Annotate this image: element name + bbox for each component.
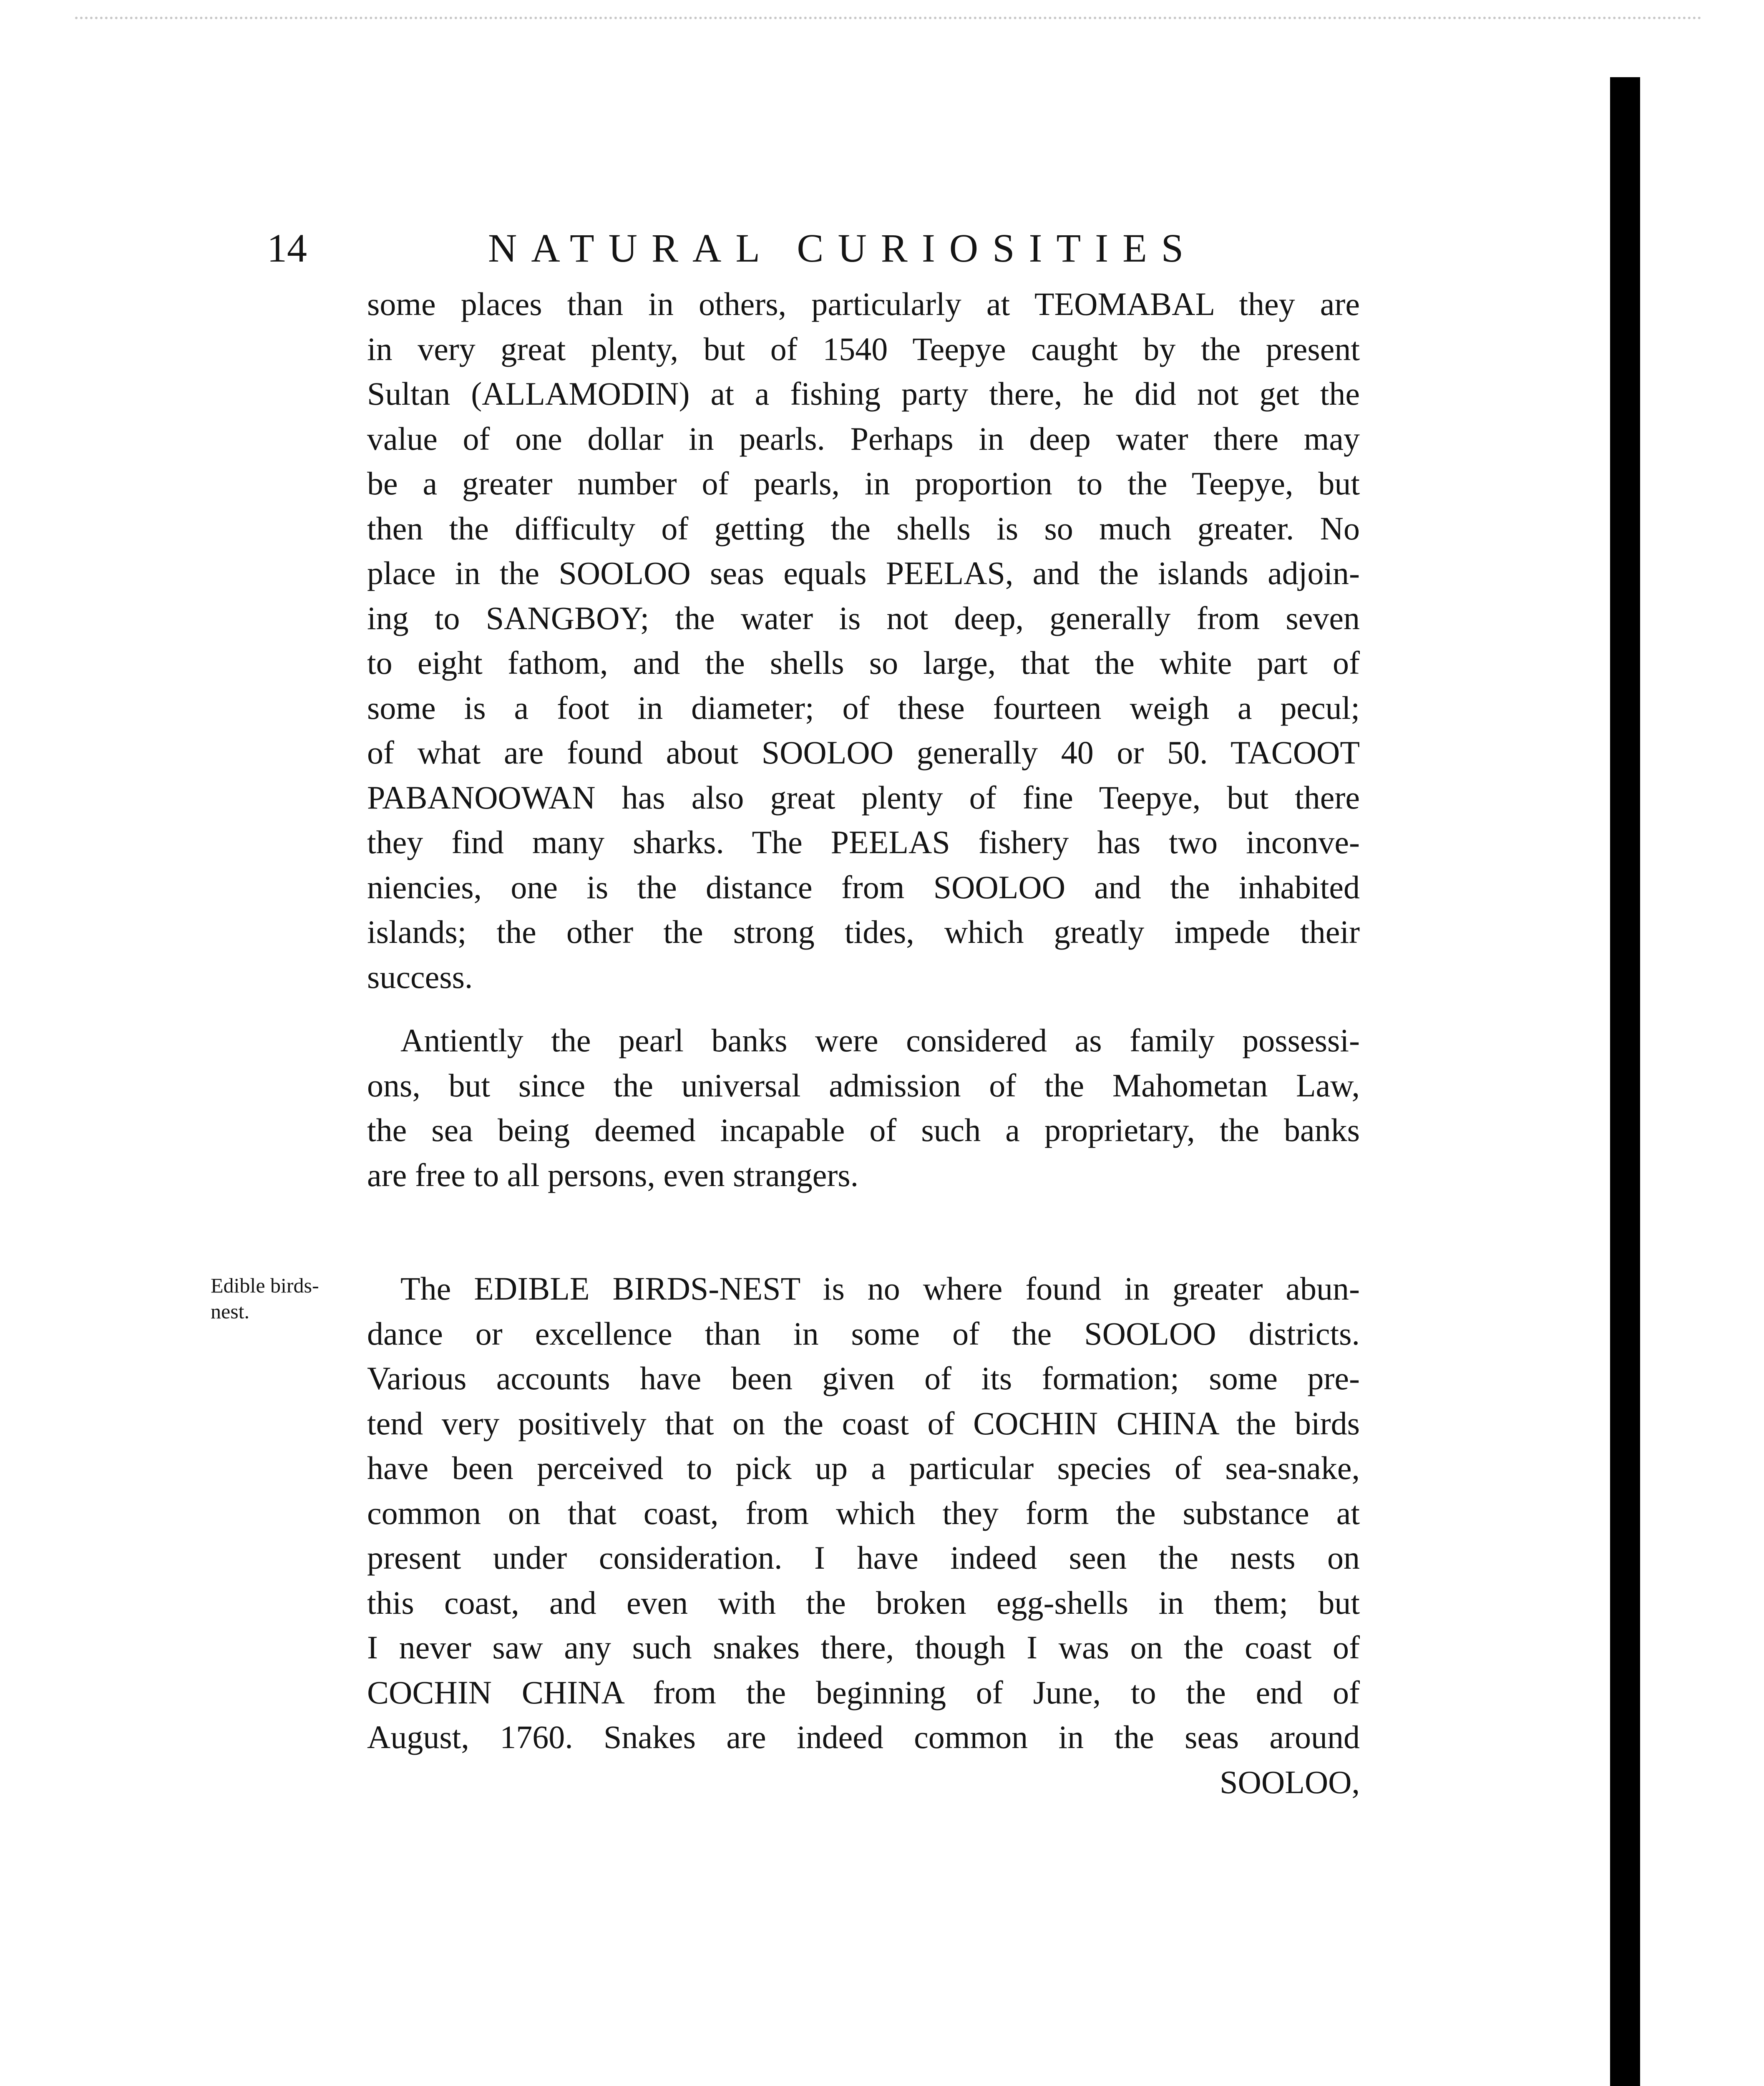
text-line: August, 1760. Snakes are indeed common in the seas around — [367, 1719, 1360, 1755]
text-line: dance or excellence than in some of the SOOLOO districts. — [367, 1315, 1360, 1352]
text-line: they find many sharks. The PEELAS fishery has two inconve- — [367, 824, 1360, 860]
text-line: present under consideration. I have indeed seen the nests on — [367, 1539, 1360, 1576]
running-head: NATURAL CURIOSITIES — [488, 226, 1198, 270]
text-line: Various accounts have been given of its formation; some pre- — [367, 1360, 1360, 1396]
text-line: common on that coast, from which they form the substance at — [367, 1494, 1360, 1531]
catchword: SOOLOO, — [1220, 1764, 1360, 1800]
text-line: this coast, and even with the broken egg-shells in them; but — [367, 1584, 1360, 1621]
text-line: ons, but since the universal admission of the Mahometan Law, — [367, 1067, 1360, 1103]
text-line: to eight fathom, and the shells so large, that the white part of — [367, 645, 1360, 681]
text-line: the sea being deemed incapable of such a proprietary, the banks — [367, 1112, 1360, 1148]
paragraph-edible-birds-nest — [367, 1266, 1360, 1804]
scan-edge-top — [75, 17, 1702, 31]
text-line: tend very positively that on the coast of COCHIN CHINA the birds — [367, 1405, 1360, 1441]
text-line: some places than in others, particularly at TEOMABAL they are — [367, 286, 1360, 322]
text-line: are free to all persons, even strangers. — [367, 1156, 859, 1193]
text-line: niencies, one is the distance from SOOLOO and the inhabited — [367, 869, 1360, 905]
text-line: ing to SANGBOY; the water is not deep, generally from seven — [367, 600, 1360, 636]
text-line: then the difficulty of getting the shells is so much greater. No — [367, 510, 1360, 547]
text-line: I never saw any such snakes there, though I was on the coast of — [367, 1629, 1360, 1665]
text-line: some is a foot in diameter; of these fourteen weigh a pecul; — [367, 689, 1360, 726]
page-header — [267, 217, 1360, 271]
text-line: success. — [367, 958, 473, 995]
margin-note — [211, 1272, 361, 1324]
paragraph-pearl-banks — [367, 1018, 1360, 1197]
text-line: in very great plenty, but of 1540 Teepye caught by the present — [367, 330, 1360, 367]
page-number: 14 — [267, 226, 307, 270]
paragraph-pearl-fishery — [367, 282, 1360, 999]
text-line: value of one dollar in pearls. Perhaps in deep water there may — [367, 420, 1360, 457]
text-line: Antiently the pearl banks were considered as family possessi- — [400, 1022, 1360, 1058]
text-line: COCHIN CHINA from the beginning of June, to the end of — [367, 1674, 1360, 1711]
binding-shadow — [1610, 77, 1640, 2086]
text-line: place in the SOOLOO seas equals PEELAS, and the islands adjoin- — [367, 555, 1360, 591]
text-line: be a greater number of pearls, in proportion to the Teepye, but — [367, 465, 1360, 501]
text-line: Sultan (ALLAMODIN) at a fishing party there, he did not get the — [367, 375, 1360, 412]
text-line: The EDIBLE BIRDS-NEST is no where found in greater abun- — [400, 1270, 1360, 1307]
text-line: PABANOOWAN has also great plenty of fine Teepye, but there — [367, 779, 1360, 816]
text-line: have been perceived to pick up a particular species of sea-snake, — [367, 1450, 1360, 1486]
margin-note-line: Edible birds- — [211, 1274, 319, 1297]
margin-note-line: nest. — [211, 1300, 250, 1323]
text-line: of what are found about SOOLOO generally 40 or 50. TACOOT — [367, 734, 1360, 771]
text-line: islands; the other the strong tides, which greatly impede their — [367, 914, 1360, 950]
